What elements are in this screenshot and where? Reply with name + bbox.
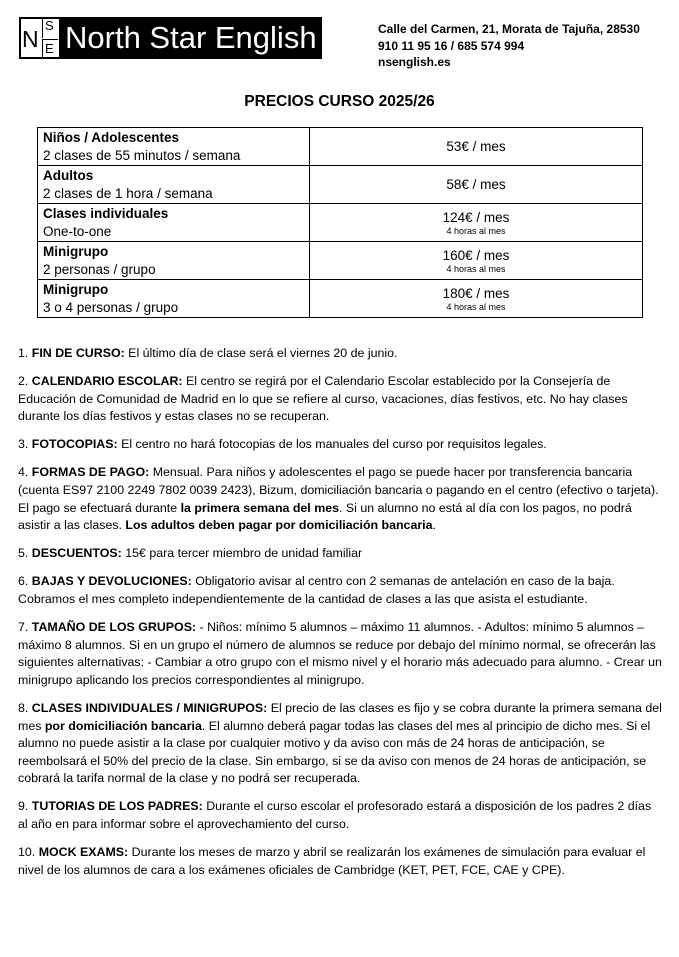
price-description	[38, 128, 310, 166]
price-amount: 53€ / mes	[446, 139, 506, 154]
logo-letter-e: E	[42, 39, 58, 57]
condition-heading: CALENDARIO ESCOLAR:	[31, 374, 183, 389]
condition-number: 2.	[18, 374, 29, 389]
condition-item	[18, 345, 663, 363]
condition-text: El centro no hará fotocopias de los manuales del curso por requisitos legales.	[117, 437, 547, 452]
condition-heading: FIN DE CURSO:	[31, 346, 125, 360]
condition-emphasis: la primera semana del mes	[180, 500, 339, 515]
price-cell	[310, 166, 643, 204]
condition-text: Durante los meses de marzo y abril se realizarán los exámenes de simulación para evaluar el nivel de los alumnos de cara a los exámenes oficiales de Cambridge (KET, PET, FCE, CAE y CPE).	[18, 845, 646, 877]
logo-text: North Star English	[61, 17, 322, 59]
condition-text: Obligatorio avisar al centro con 2 semanas de antelación en caso de la baja. Cobramos el mes completo independientemente de la cantidad de clases a las que asista el estudiante.	[18, 574, 615, 607]
price-category: Minigrupo	[43, 282, 109, 297]
price-description	[38, 242, 310, 280]
price-row	[38, 204, 643, 242]
conditions-list	[18, 345, 663, 890]
price-amount: 124€ / mes	[442, 210, 510, 225]
condition-heading: FOTOCOPIAS:	[31, 437, 118, 452]
condition-item	[18, 464, 663, 534]
condition-text: . Si un alumno no está al día con los pagos, no podrá asistir a las clases.	[18, 500, 632, 533]
condition-number: 9.	[18, 799, 29, 814]
logo-letter-n: N	[22, 26, 39, 52]
condition-item	[18, 373, 663, 426]
condition-text: El centro se regirá por el Calendario Escolar establecido por la Consejería de Educación de Comunidad de Madrid en lo que se refiere al curso, vacaciones, días festivos, etc. No hay clases durante los días festivos y estas clases no se recuperan.	[18, 374, 628, 424]
contact-block	[378, 21, 640, 71]
condition-heading: MOCK EXAMS:	[38, 845, 129, 860]
condition-number: 1.	[18, 346, 29, 360]
condition-text: . El alumno deberá pagar todas las clases del mes al principio de dicho mes. Si el alumno no puede asistir a la clase por cualquier motivo y da aviso con más de 24 horas de anticipación, se reembolsará el 50% del precio de la clase. Sin embargo, si se da aviso con menos de 24 horas de anticipación, se cobrará la tarifa normal de la clase y no podrá ser recuperada.	[18, 718, 651, 786]
logo-mark	[19, 17, 61, 59]
condition-emphasis: por domiciliación bancaria	[44, 718, 202, 733]
price-cell	[310, 128, 643, 166]
contact-phones: 910 11 95 16 / 685 574 994	[378, 38, 525, 53]
condition-text: Mensual. Para niños y adolescentes el pago se puede hacer por transferencia bancaria (cuenta ES97 2100 2249 7802 0039 2423), Bizum, domiciliación bancaria o pagando en el centro (efectivo o tarjeta). El pago se efectuará durante	[18, 465, 659, 515]
price-detail: 2 clases de 55 minutos / semana	[43, 147, 241, 163]
condition-item	[18, 573, 663, 608]
price-note: 4 horas al mes	[446, 264, 506, 274]
condition-number: 10.	[18, 845, 36, 860]
condition-heading: TAMAÑO DE LOS GRUPOS:	[31, 620, 197, 635]
condition-heading: BAJAS Y DEVOLUCIONES:	[31, 574, 192, 589]
page-title: PRECIOS CURSO 2025/26	[244, 93, 435, 110]
contact-web: nsenglish.es	[378, 55, 451, 69]
condition-text: .	[432, 518, 436, 533]
condition-text: 15€ para tercer miembro de unidad familiar	[121, 546, 363, 561]
condition-number: 5.	[18, 546, 29, 561]
condition-item	[18, 545, 663, 563]
price-cell	[310, 280, 643, 318]
condition-text: El último día de clase será el viernes 20 de junio.	[124, 346, 398, 360]
price-detail: 2 personas / grupo	[43, 261, 156, 277]
condition-heading: CLASES INDIVIDUALES / MINIGRUPOS:	[31, 701, 268, 715]
price-category: Niños / Adolescentes	[43, 130, 180, 145]
price-description	[38, 280, 310, 318]
price-amount: 180€ / mes	[442, 286, 510, 301]
price-detail: 2 clases de 1 hora / semana	[43, 185, 213, 201]
price-category: Adultos	[43, 168, 94, 183]
price-detail: One-to-one	[43, 223, 112, 239]
condition-number: 7.	[18, 620, 29, 635]
price-cell	[310, 242, 643, 280]
condition-text: - Niños: mínimo 5 alumnos – máximo 11 alumnos. - Adultos: mínimo 5 alumnos – máximo 8 alumnos. Si en un grupo el número de alumnos se reduce por debajo del mínimo normal, se ofrecerán las siguientes alternativas: - Cambiar a otro grupo con el mismo nivel y el horario más adecuado para alumno. - Crear un minigrupo aplicando los precios correspondientes al minigrupo.	[18, 620, 662, 687]
price-description	[38, 166, 310, 204]
price-category: Minigrupo	[43, 244, 109, 259]
condition-item	[18, 798, 663, 833]
condition-item	[18, 700, 663, 788]
condition-text: Durante el curso escolar el profesorado estará a disposición de los padres 2 días al año en para informar sobre el aprovechamiento del curso.	[18, 799, 652, 832]
price-amount: 58€ / mes	[446, 177, 506, 192]
condition-heading: FORMAS DE PAGO:	[31, 465, 150, 480]
price-table	[37, 127, 643, 318]
condition-number: 6.	[18, 574, 29, 589]
condition-heading: TUTORIAS DE LOS PADRES:	[31, 799, 203, 814]
condition-item	[18, 844, 663, 879]
price-note: 4 horas al mes	[446, 302, 506, 312]
condition-text: El precio de las clases es fijo y se cobra durante la primera semana del mes	[18, 701, 662, 733]
logo-letter-s: S	[42, 19, 54, 38]
price-row	[38, 128, 643, 166]
price-description	[38, 204, 310, 242]
price-amount: 160€ / mes	[442, 248, 510, 263]
condition-number: 4.	[18, 465, 29, 480]
contact-address: Calle del Carmen, 21, Morata de Tajuña, 28530	[378, 22, 640, 36]
price-row	[38, 280, 643, 318]
condition-item	[18, 436, 663, 454]
condition-item	[18, 619, 663, 689]
condition-number: 3.	[18, 437, 29, 452]
logo	[19, 17, 322, 59]
price-detail: 3 o 4 personas / grupo	[43, 299, 179, 315]
price-cell	[310, 204, 643, 242]
price-row	[38, 242, 643, 280]
condition-number: 8.	[18, 701, 29, 715]
condition-emphasis: Los adultos deben pagar por domiciliación bancaria	[125, 518, 433, 533]
price-category: Clases individuales	[43, 206, 169, 221]
price-note: 4 horas al mes	[446, 226, 506, 236]
price-row	[38, 166, 643, 204]
condition-heading: DESCUENTOS:	[31, 546, 122, 561]
